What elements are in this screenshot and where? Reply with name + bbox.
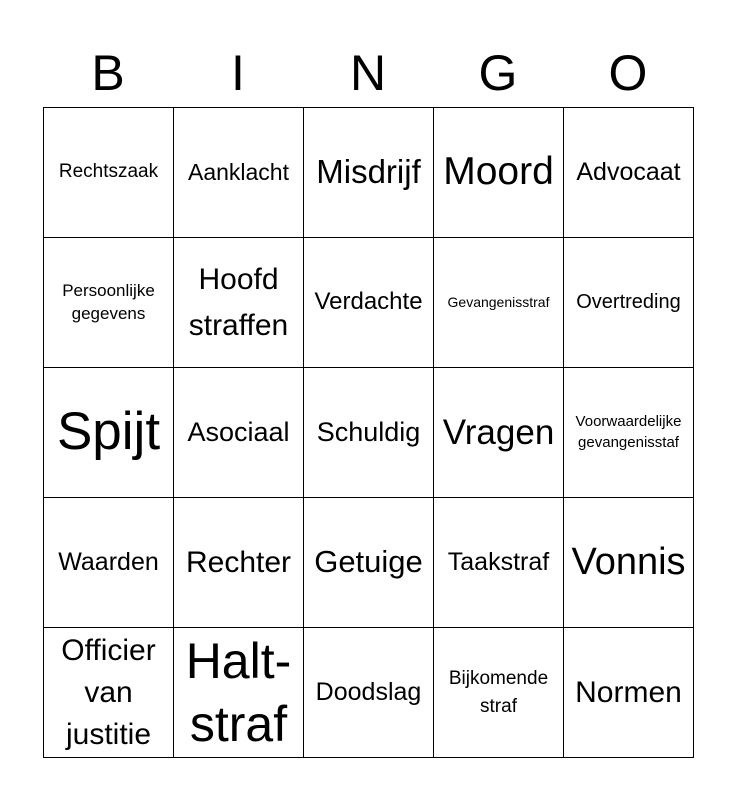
header-letter-b: B — [91, 45, 125, 101]
bingo-cell[interactable] — [434, 108, 564, 238]
bingo-cell[interactable] — [434, 498, 564, 628]
bingo-cell[interactable] — [174, 368, 304, 498]
cell-label: Verdachte — [314, 288, 423, 316]
bingo-cell[interactable] — [564, 238, 694, 368]
bingo-cell[interactable] — [174, 628, 304, 758]
cell-label: Officier van justitie — [61, 633, 156, 751]
bingo-cell[interactable] — [44, 368, 174, 498]
bingo-cell[interactable] — [304, 498, 434, 628]
bingo-cell[interactable] — [174, 108, 304, 238]
bingo-card-grid — [43, 107, 694, 758]
cell-label: Moord — [443, 150, 554, 194]
cell-label: Aanklacht — [187, 158, 289, 185]
cell-label: Vonnis — [571, 541, 686, 584]
bingo-cell[interactable] — [434, 368, 564, 498]
bingo-cell[interactable] — [44, 498, 174, 628]
cell-label: Getuige — [314, 544, 423, 580]
bingo-cell[interactable] — [174, 498, 304, 628]
bingo-cell[interactable] — [564, 368, 694, 498]
cell-label: Hoofd straffen — [188, 262, 289, 342]
bingo-cell[interactable] — [304, 368, 434, 498]
bingo-header — [43, 40, 693, 106]
bingo-cell[interactable] — [304, 238, 434, 368]
cell-label: Spijt — [56, 402, 161, 462]
cell-label: Bijkomende straf — [448, 667, 549, 717]
cell-label: Vragen — [442, 412, 555, 452]
header-letter-g: G — [478, 45, 518, 101]
cell-label: Waarden — [58, 547, 159, 576]
cell-label: Doodslag — [315, 677, 422, 706]
bingo-cell[interactable] — [434, 628, 564, 758]
cell-label: Gevangenisstraf — [447, 294, 550, 311]
cell-label: Rechtszaak — [58, 161, 159, 183]
cell-label: Taakstraf — [447, 547, 550, 576]
cell-label: Halt-straf — [185, 633, 292, 752]
bingo-cell[interactable] — [564, 108, 694, 238]
cell-label: Advocaat — [576, 157, 681, 186]
bingo-cell[interactable] — [434, 238, 564, 368]
cell-label: Overtreding — [576, 290, 681, 313]
bingo-cell[interactable] — [174, 238, 304, 368]
bingo-cell[interactable] — [44, 238, 174, 368]
header-letter-o: O — [608, 45, 648, 101]
bingo-cell[interactable] — [44, 628, 174, 758]
cell-label: Rechter — [185, 545, 292, 579]
bingo-cell[interactable] — [304, 628, 434, 758]
header-letter-n: N — [349, 45, 387, 101]
bingo-cell[interactable] — [564, 498, 694, 628]
cell-label: Voorwaardelijke gevangenisstaf — [575, 413, 682, 451]
bingo-cell[interactable] — [564, 628, 694, 758]
cell-label: Normen — [575, 675, 682, 709]
cell-label: Persoonlijke gegevens — [62, 281, 155, 323]
bingo-cell[interactable] — [304, 108, 434, 238]
cell-label: Schuldig — [316, 416, 421, 447]
bingo-cell[interactable] — [44, 108, 174, 238]
cell-label: Misdrijf — [316, 153, 421, 191]
cell-label: Asociaal — [187, 416, 290, 447]
header-letter-i: I — [231, 45, 245, 101]
